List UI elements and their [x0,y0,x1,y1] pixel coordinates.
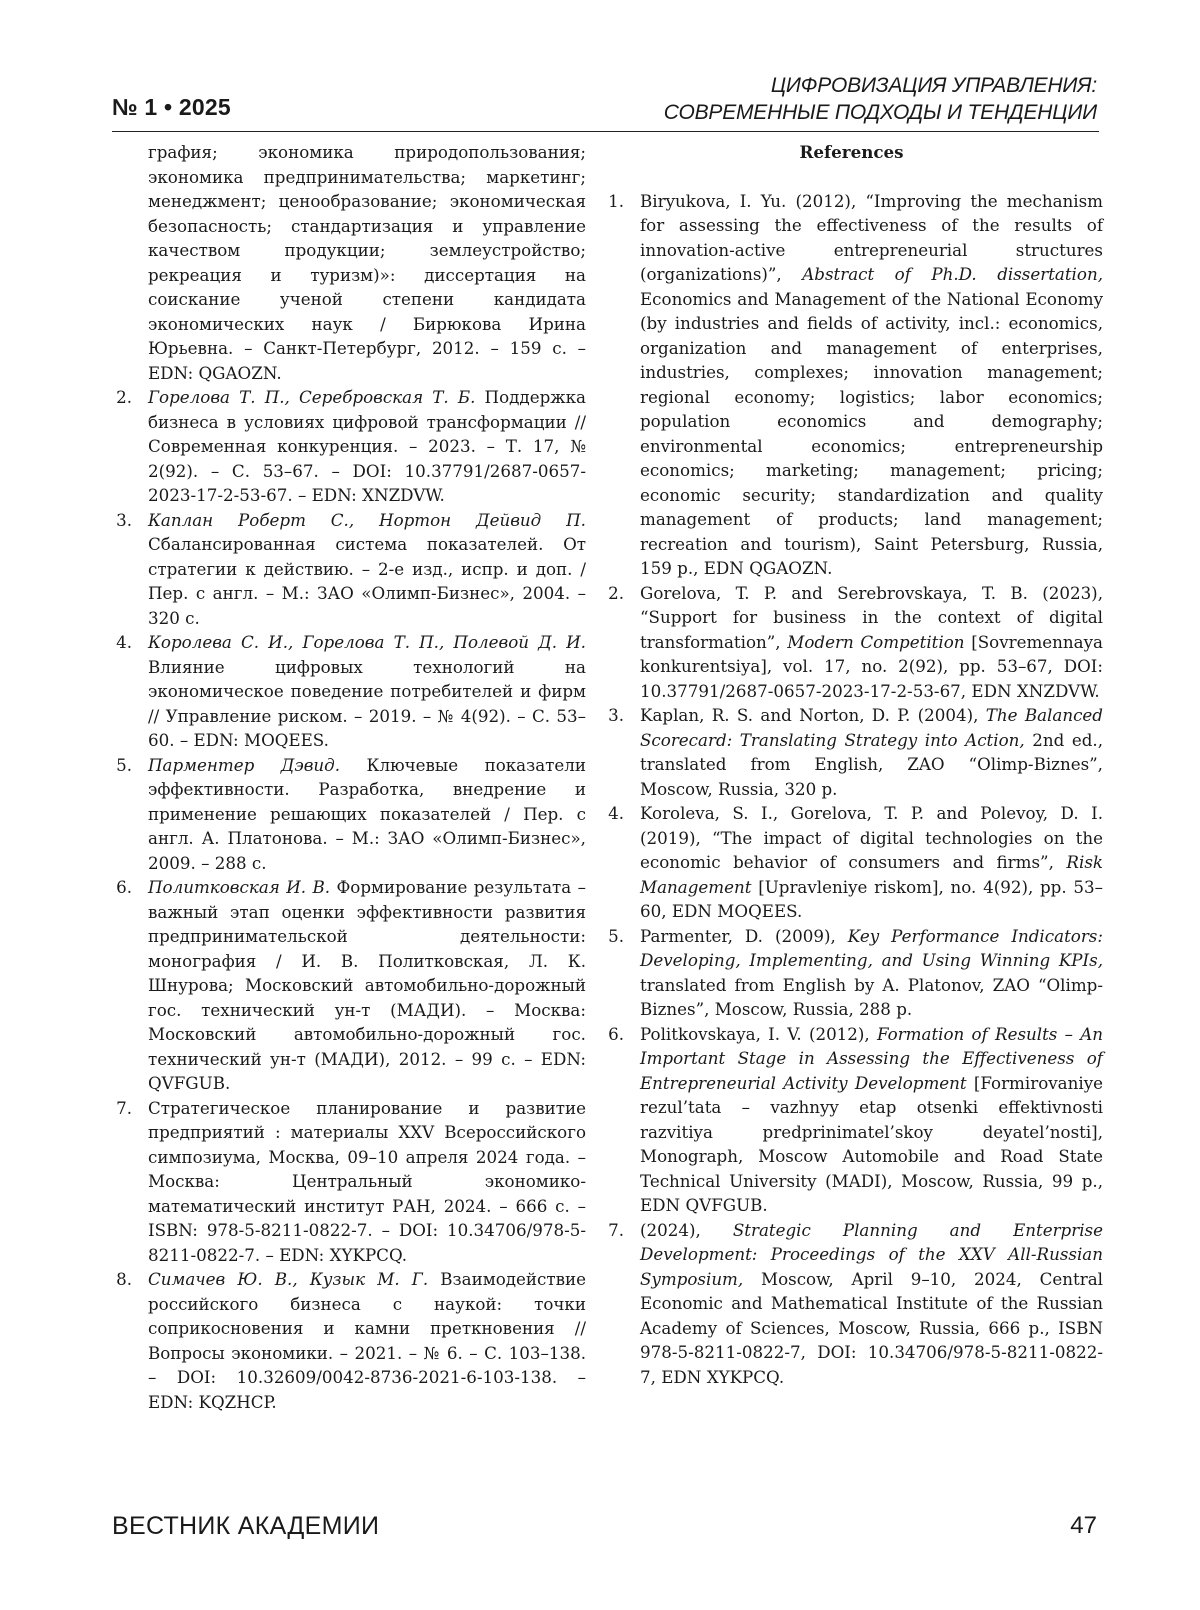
reference-authors: Горелова Т. П., Серебровская Т. Б. [148,387,476,407]
reference-item [600,1218,1103,1390]
reference-text: Ключевые показатели эффективности. Разработка, внедрение и применение решающих показателей / Пер. с англ. А. Платонова. – М.: ЗАО «Олимп-Бизнес», 2009. – 288 с. [148,754,587,873]
reference-number: 3. [608,705,624,725]
reference-source-title: The Balanced Scorecard: Translating Strategy into Action, [640,705,1103,750]
reference-item [600,189,1103,581]
reference-text: Kaplan, R. S. and Norton, D. P. (2004), [640,705,986,725]
reference-item [108,630,586,753]
reference-source-title: Strategic Planning and Enterprise Development: Proceedings of the XXV All-Russian Symposium, [640,1219,1103,1289]
reference-text: Влияние цифровых технологий на экономическое поведение потребителей и фирм // Управление риском. – 2019. – № 4(92). – С. 53–60. – EDN: MOQEES. [148,656,586,750]
reference-details: [Upravleniye riskom], no. 4(92), pp. 53–60, EDN MOQEES. [640,876,1103,921]
reference-text: графия; экономика природопользования; экономика предпринимательства; маркетинг; менеджмент; ценообразование; экономическая безопасность; стандартизация и управление качеством продукции; землеустройство; рекреация и туризм)»: диссертация на соискание ученой степени кандидата экономических наук / Бирюкова Ирина Юрьевна. – Санкт-Петербург, 2012. – 159 с. – EDN: QGAOZN. [148,142,586,383]
reference-item [600,581,1103,704]
reference-number: 6. [608,1023,624,1044]
right-column [600,140,1103,1389]
reference-authors: Политковская И. В. [148,877,331,897]
reference-source-title: Abstract of Ph.D. dissertation, [802,264,1103,284]
reference-authors: Симачев Ю. В., Кузык М. Г. [148,1269,429,1289]
reference-item [600,703,1103,801]
reference-number: 3. [116,509,132,530]
reference-text: Сбалансированная система показателей. От стратегии к действию. – 2-е изд., испр. и доп. / Пер. с англ. – М.: ЗАО «Олимп-Бизнес», 2004. – 320 с. [148,534,586,628]
reference-item [108,508,586,631]
reference-item [108,753,586,876]
reference-number: 1. [608,190,624,211]
reference-number: 7. [608,1219,624,1240]
reference-details: [Sovremennaya konkurentsiya], vol. 17, no. 2(92), pp. 53–67, DOI: 10.37791/2687-0657-2023-17-2-53-67, EDN XNZDVW. [640,631,1103,701]
section-title-line-2: СОВРЕМЕННЫЕ ПОДХОДЫ И ТЕНДЕНЦИИ [663,101,1097,124]
reference-text: Формирование результата – важный этап оценки эффективности развития предпринимательской деятельности: монография / И. В. Политковская, Л. К. Шнурова; Московский автомобильно-дорожный гос. технический ун-т (МАДИ). – Москва: Московский автомобильно-дорожный гос. технический ун-т (МАДИ), 2012. – 99 с. – EDN: QVFGUB. [148,877,586,1093]
reference-number: 7. [116,1097,132,1118]
reference-number: 6. [116,877,132,897]
section-title-line-1: ЦИФРОВИЗАЦИЯ УПРАВЛЕНИЯ: [770,74,1097,97]
reference-number: 2. [608,582,624,603]
reference-number: 8. [116,1269,132,1289]
reference-number: 4. [116,632,132,652]
reference-text: Koroleva, S. I., Gorelova, T. P. and Polevoy, D. I. (2019), “The impact of digital technologies on the economic behavior of consumers and firms”, [640,803,1103,872]
journal-name: ВЕСТНИК АКАДЕМИИ [112,1512,380,1540]
reference-item [108,385,586,508]
issue-number: № 1 • 2025 [112,94,231,120]
reference-item [108,1096,586,1268]
reference-details: Economics and Management of the National Economy (by industries and fields of activity, incl.: economics, organization and management of enterprises, industries, complexes; innovation management; regional economy; logistics; labor economics; population economics and demography; environmental economics; entrepreneurship economics; marketing; management; pricing; economic security; standardization and quality management of products; land management; recreation and tourism), Saint Petersburg, Russia, 159 p., EDN QGAOZN. [640,288,1103,578]
reference-number: 4. [608,803,624,823]
reference-source-title: Risk Management [640,852,1103,897]
reference-authors: Королева С. И., Горелова Т. П., Полевой Д. И. [148,632,586,652]
left-column [108,140,586,1414]
reference-authors: Парментер Дэвид. [148,754,341,775]
reference-text: Стратегическое планирование и развитие предприятий : материалы XXV Всероссийского симпозиума, Москва, 09–10 апреля 2024 года. – Москва: Центральный экономико-математический институт РАН, 2024. – 666 с. – ISBN: 978-5-8211-0822-7. – DOI: 10.34706/978-5-8211-0822-7. – EDN: XYKPCQ. [148,1097,586,1265]
reference-item [108,1267,586,1414]
russian-references [108,140,586,1414]
reference-item [600,1022,1103,1218]
reference-text: Поддержка бизнеса в условиях цифровой трансформации // Современная конкуренция. – 2023. – Т. 17, № 2(92). – С. 53–67. – DOI: 10.37791/2687-0657-2023-17-2-53-67. – EDN: XNZDVW. [148,387,586,505]
english-references [600,189,1103,1390]
reference-item [108,875,586,1096]
header-divider [112,131,1099,132]
reference-text: Gorelova, T. P. and Serebrovskaya, T. B. (2023), “Support for business in the context of digital transformation”, [640,582,1103,652]
reference-text: Parmenter, D. (2009), [640,925,848,946]
reference-details: translated from English by A. Platonov, ZAO “Olimp-Biznes”, Moscow, Russia, 288 p. [640,974,1103,1019]
section-title [664,72,1097,126]
reference-text: Politkovskaya, I. V. (2012), [640,1023,877,1044]
reference-item-1-continued [108,140,586,385]
reference-text: (2024), [640,1219,733,1240]
references-heading: References [799,142,904,162]
reference-text: Взаимодействие российского бизнеса с наукой: точки соприкосновения и камни преткновения // Вопросы экономики. – 2021. – № 6. – С. 103–138. – DOI: 10.32609/0042-8736-2021-6-103-138. – EDN: KQZHCP. [148,1269,586,1412]
reference-text: Biryukova, I. Yu. (2012), “Improving the mechanism for assessing the effectiveness of the results of innovation-active entrepreneurial structures (organizations)”, [640,190,1103,284]
reference-authors: Каплан Роберт С., Нортон Дейвид П. [148,509,586,530]
reference-source-title: Key Performance Indicators: Developing, Implementing, and Using Winning KPIs, [640,925,1103,970]
reference-details: 2nd ed., translated from English, ZAO “Olimp-Biznes”, Moscow, Russia, 320 p. [640,729,1104,799]
reference-item [600,924,1103,1022]
reference-details: [Formirovaniye rezul’tata – vazhnyy etap otsenki effektivnosti razvitiya predprinimatel’skoy deyatel’nosti], Monograph, Moscow Automobile and Road State Technical University (MADI), Moscow, Russia, 99 p., EDN QVFGUB. [640,1072,1104,1215]
page-number: 47 [1070,1512,1097,1539]
reference-number: 5. [116,754,132,775]
reference-item [600,801,1103,924]
reference-details: Moscow, April 9–10, 2024, Central Economic and Mathematical Institute of the Russian Academy of Sciences, Moscow, Russia, 666 p., ISBN 978-5-8211-0822-7, DOI: 10.34706/978-5-8211-0822-7, EDN XYKPCQ. [640,1268,1103,1387]
reference-source-title: Modern Competition [787,631,965,652]
reference-number: 2. [116,387,132,407]
reference-number: 5. [608,925,624,946]
reference-source-title: Formation of Results – An Important Stage in Assessing the Effectiveness of Entrepreneurial Activity Development [640,1023,1103,1093]
